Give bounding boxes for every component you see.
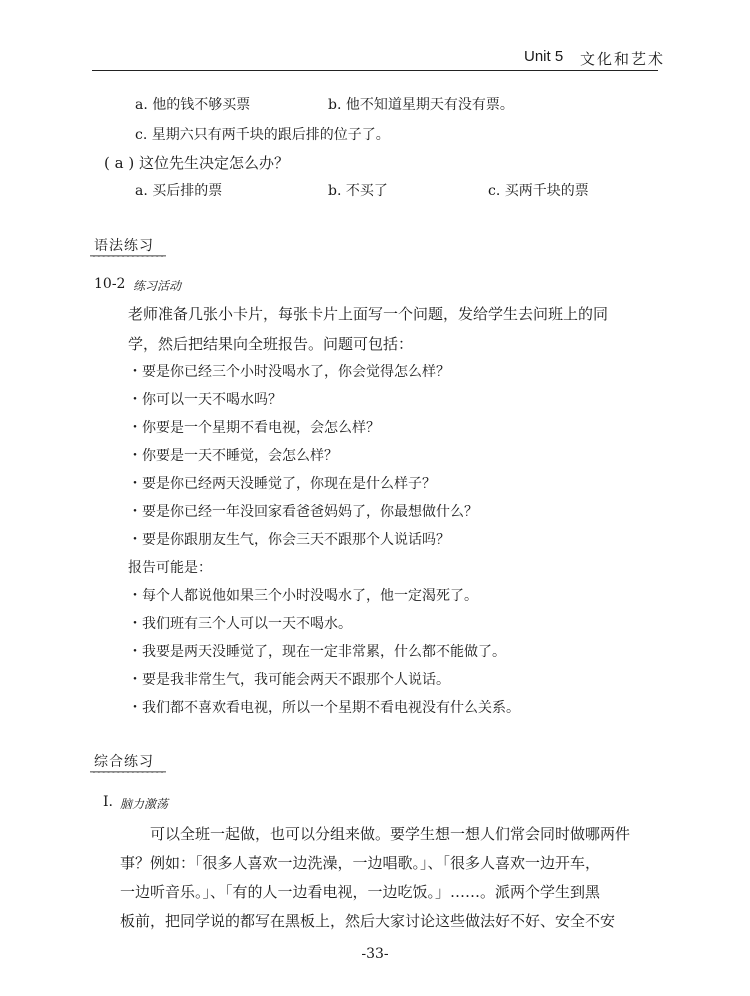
option2-b: b. 不买了 [328, 183, 388, 199]
intro-line-1: 老师准备几张小卡片，每张卡片上面写一个问题，发给学生去问班上的同 [128, 305, 609, 323]
report-intro: 报告可能是： [128, 560, 212, 576]
intro-line-2: 学，然后把结果向全班报告。问题可包括： [128, 335, 414, 353]
question-item: ・要是你已经两天没睡觉了，你现在是什么样子？ [128, 476, 436, 492]
option-c: c. 星期六只有两千块的跟后排的位子了。 [135, 127, 390, 143]
report-item: ・要是我非常生气，我可能会两天不跟那个人说话。 [128, 672, 450, 688]
report-item: ・我们都不喜欢看电视，所以一个星期不看电视没有什么关系。 [128, 700, 520, 716]
comprehensive-heading: 综合练习 [94, 754, 154, 770]
paragraph-line: 一边听音乐。」、「有的人一边看电视，一边吃饭。」……。派两个学生到黑 [120, 883, 601, 901]
paragraph-line: 可以全班一起做，也可以分组来做。要学生想一想人们常会同时做哪两件 [150, 825, 631, 843]
page-number: -33- [361, 946, 389, 962]
option2-a: a. 买后排的票 [135, 183, 223, 199]
question-item: ・要是你已经三个小时没喝水了，你会觉得怎么样？ [128, 364, 450, 380]
question-item: ・你要是一天不睡觉，会怎么样？ [128, 448, 338, 464]
unit-label: Unit 5 [524, 48, 564, 65]
activity-number: 10-2 [94, 276, 126, 292]
question-item: ・要是你已经一年没回家看爸爸妈妈了，你最想做什么？ [128, 504, 478, 520]
option-a: a. 他的钱不够买票 [135, 97, 251, 113]
item-title: 脑力激荡 [120, 797, 169, 811]
report-item: ・我要是两天没睡觉了，现在一定非常累，什么都不能做了。 [128, 644, 506, 660]
question-item: ・你可以一天不喝水吗？ [128, 392, 282, 408]
activity-title: 练习活动 [133, 279, 182, 293]
item-number: I. [103, 794, 113, 810]
option-b: b. 他不知道星期天有没有票。 [328, 97, 514, 113]
report-item: ・每个人都说他如果三个小时没喝水了，他一定渴死了。 [128, 588, 478, 604]
option2-c: c. 买两千块的票 [488, 183, 589, 199]
paragraph-line: 事？例如：「很多人喜欢一边洗澡，一边唱歌。」、「很多人喜欢一边开车， [120, 854, 601, 872]
question-item: ・你要是一个星期不看电视，会怎么样？ [128, 420, 380, 436]
answer-question: ( a ) 这位先生决定怎么办？ [104, 154, 289, 172]
header-rule [92, 70, 658, 71]
grammar-rule [90, 255, 166, 257]
comprehensive-rule [90, 771, 166, 773]
report-item: ・我们班有三个人可以一天不喝水。 [128, 616, 352, 632]
question-item: ・要是你跟朋友生气，你会三天不跟那个人说话吗？ [128, 532, 450, 548]
unit-title: 文化和艺术 [580, 50, 666, 68]
paragraph-line: 板前，把同学说的都写在黑板上，然后大家讨论这些做法好不好、安全不安 [120, 912, 616, 930]
grammar-heading: 语法练习 [94, 238, 154, 254]
